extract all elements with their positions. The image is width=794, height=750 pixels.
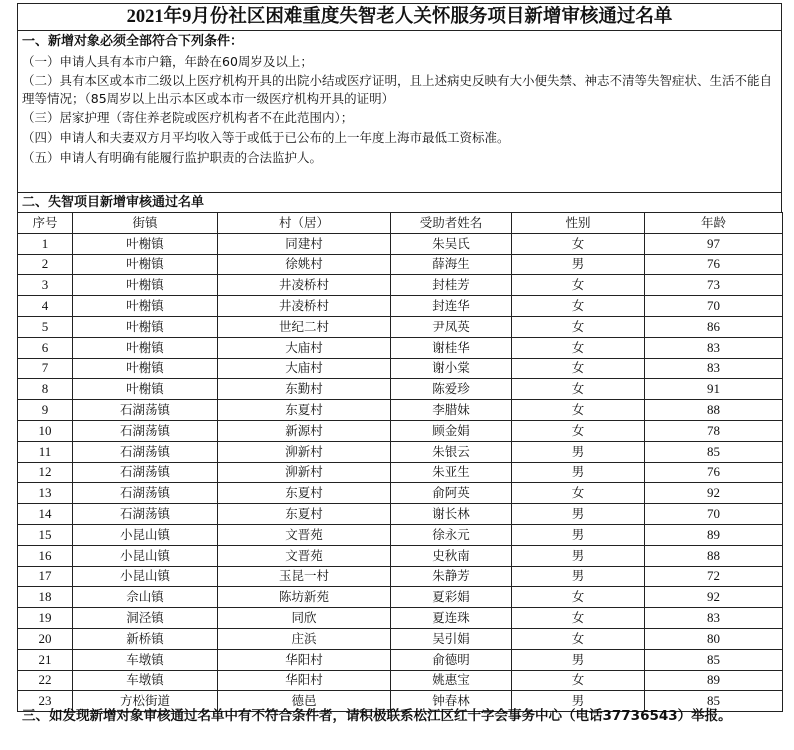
cell-age: 88 — [645, 400, 783, 421]
table-row — [18, 420, 783, 441]
cell-village: 东夏村 — [218, 483, 391, 504]
column-header-gender: 性别 — [512, 213, 645, 234]
cell-town: 新桥镇 — [73, 628, 218, 649]
cell-index: 13 — [18, 483, 73, 504]
cell-village: 东夏村 — [218, 504, 391, 525]
cell-name: 李腊妹 — [391, 400, 512, 421]
cell-village: 华阳村 — [218, 649, 391, 670]
cell-age: 76 — [645, 254, 783, 275]
cell-gender: 女 — [512, 628, 645, 649]
table-header-row — [18, 213, 783, 234]
cell-name: 谢小棠 — [391, 358, 512, 379]
cell-name: 朱吴氏 — [391, 233, 512, 254]
cell-village: 泖新村 — [218, 462, 391, 483]
cell-town: 车墩镇 — [73, 649, 218, 670]
cell-gender: 女 — [512, 275, 645, 296]
cell-gender: 男 — [512, 524, 645, 545]
cell-age: 83 — [645, 608, 783, 629]
table-row — [18, 462, 783, 483]
table-row — [18, 233, 783, 254]
cell-age: 76 — [645, 462, 783, 483]
cell-index: 18 — [18, 587, 73, 608]
cell-age: 92 — [645, 483, 783, 504]
cell-age: 83 — [645, 358, 783, 379]
cell-gender: 男 — [512, 691, 645, 712]
page-title: 2021年9月份社区困难重度失智老人关怀服务项目新增审核通过名单 — [17, 3, 782, 31]
cell-village: 文晋苑 — [218, 524, 391, 545]
cell-age: 86 — [645, 316, 783, 337]
cell-age: 97 — [645, 233, 783, 254]
cell-village: 井凌桥村 — [218, 296, 391, 317]
cell-village: 德邑 — [218, 691, 391, 712]
cell-gender: 女 — [512, 483, 645, 504]
cell-town: 石湖荡镇 — [73, 483, 218, 504]
cell-village: 东勤村 — [218, 379, 391, 400]
cell-town: 车墩镇 — [73, 670, 218, 691]
cell-gender: 女 — [512, 608, 645, 629]
table-row — [18, 358, 783, 379]
cell-index: 5 — [18, 316, 73, 337]
cell-name: 夏连珠 — [391, 608, 512, 629]
cell-town: 小昆山镇 — [73, 524, 218, 545]
cell-age: 92 — [645, 587, 783, 608]
cell-town: 叶榭镇 — [73, 379, 218, 400]
cell-age: 72 — [645, 566, 783, 587]
cell-town: 叶榭镇 — [73, 358, 218, 379]
cell-name: 顾金娟 — [391, 420, 512, 441]
cell-name: 俞阿英 — [391, 483, 512, 504]
cell-index: 21 — [18, 649, 73, 670]
criteria-item-5: （五）申请人有明确有能履行监护职责的合法监护人。 — [22, 150, 323, 165]
criteria-heading: 一、新增对象必须全部符合下列条件： — [22, 34, 244, 49]
cell-village: 徐姚村 — [218, 254, 391, 275]
cell-name: 朱亚生 — [391, 462, 512, 483]
cell-town: 小昆山镇 — [73, 545, 218, 566]
table-row — [18, 379, 783, 400]
cell-gender: 女 — [512, 337, 645, 358]
table-row — [18, 504, 783, 525]
cell-index: 10 — [18, 420, 73, 441]
cell-town: 叶榭镇 — [73, 254, 218, 275]
cell-town: 小昆山镇 — [73, 566, 218, 587]
cell-gender: 男 — [512, 649, 645, 670]
cell-index: 15 — [18, 524, 73, 545]
table-row — [18, 524, 783, 545]
cell-village: 庄浜 — [218, 628, 391, 649]
cell-name: 钟春林 — [391, 691, 512, 712]
criteria-item-1: （一）申请人具有本市户籍，年龄在60周岁及以上； — [22, 54, 313, 69]
cell-index: 12 — [18, 462, 73, 483]
criteria-item-4: （四）申请人和夫妻双方月平均收入等于或低于已公布的上一年度上海市最低工资标准。 — [22, 130, 510, 145]
cell-town: 石湖荡镇 — [73, 420, 218, 441]
cell-gender: 男 — [512, 462, 645, 483]
cell-gender: 男 — [512, 254, 645, 275]
cell-index: 11 — [18, 441, 73, 462]
cell-index: 7 — [18, 358, 73, 379]
criteria-item-3: （三）居家护理（寄住养老院或医疗机构者不在此范围内）； — [22, 110, 354, 125]
table-row — [18, 545, 783, 566]
table-row — [18, 400, 783, 421]
cell-town: 佘山镇 — [73, 587, 218, 608]
column-header-town: 街镇 — [73, 213, 218, 234]
column-header-age: 年龄 — [645, 213, 783, 234]
cell-village: 文晋苑 — [218, 545, 391, 566]
column-header-village: 村（居） — [218, 213, 391, 234]
cell-name: 谢桂华 — [391, 337, 512, 358]
approved-list-heading: 二、失智项目新增审核通过名单 — [17, 193, 782, 212]
column-header-name: 受助者姓名 — [391, 213, 512, 234]
cell-name: 夏彩娟 — [391, 587, 512, 608]
cell-town: 石湖荡镇 — [73, 504, 218, 525]
cell-village: 泖新村 — [218, 441, 391, 462]
cell-name: 姚惠宝 — [391, 670, 512, 691]
table-row — [18, 296, 783, 317]
cell-age: 73 — [645, 275, 783, 296]
cell-gender: 男 — [512, 504, 645, 525]
table-row — [18, 566, 783, 587]
table-row — [18, 441, 783, 462]
table-row — [18, 337, 783, 358]
cell-town: 石湖荡镇 — [73, 400, 218, 421]
cell-age: 85 — [645, 441, 783, 462]
cell-name: 封连华 — [391, 296, 512, 317]
cell-index: 22 — [18, 670, 73, 691]
cell-town: 方松街道 — [73, 691, 218, 712]
table-row — [18, 670, 783, 691]
cell-index: 20 — [18, 628, 73, 649]
cell-index: 3 — [18, 275, 73, 296]
cell-gender: 女 — [512, 316, 645, 337]
cell-age: 89 — [645, 524, 783, 545]
cell-index: 17 — [18, 566, 73, 587]
cell-name: 尹凤英 — [391, 316, 512, 337]
cell-gender: 女 — [512, 670, 645, 691]
cell-index: 8 — [18, 379, 73, 400]
cell-name: 朱银云 — [391, 441, 512, 462]
cell-index: 6 — [18, 337, 73, 358]
cell-index: 14 — [18, 504, 73, 525]
cell-age: 78 — [645, 420, 783, 441]
cell-town: 石湖荡镇 — [73, 462, 218, 483]
cell-index: 16 — [18, 545, 73, 566]
cell-village: 大庙村 — [218, 337, 391, 358]
table-row — [18, 628, 783, 649]
document-sheet — [17, 3, 782, 712]
column-header-index: 序号 — [18, 213, 73, 234]
cell-index: 19 — [18, 608, 73, 629]
cell-gender: 女 — [512, 379, 645, 400]
cell-gender: 女 — [512, 358, 645, 379]
cell-index: 23 — [18, 691, 73, 712]
cell-gender: 女 — [512, 296, 645, 317]
cell-village: 华阳村 — [218, 670, 391, 691]
cell-name: 史秋南 — [391, 545, 512, 566]
cell-town: 叶榭镇 — [73, 337, 218, 358]
table-row — [18, 587, 783, 608]
cell-village: 大庙村 — [218, 358, 391, 379]
cell-town: 石湖荡镇 — [73, 441, 218, 462]
cell-name: 陈爱珍 — [391, 379, 512, 400]
cell-index: 2 — [18, 254, 73, 275]
cell-gender: 男 — [512, 545, 645, 566]
table-row — [18, 275, 783, 296]
cell-gender: 女 — [512, 420, 645, 441]
cell-town: 叶榭镇 — [73, 275, 218, 296]
cell-age: 85 — [645, 649, 783, 670]
cell-index: 4 — [18, 296, 73, 317]
cell-age: 80 — [645, 628, 783, 649]
cell-village: 新源村 — [218, 420, 391, 441]
cell-age: 89 — [645, 670, 783, 691]
table-row — [18, 649, 783, 670]
cell-age: 70 — [645, 504, 783, 525]
table-row — [18, 254, 783, 275]
cell-name: 朱静芳 — [391, 566, 512, 587]
cell-gender: 女 — [512, 587, 645, 608]
cell-gender: 女 — [512, 233, 645, 254]
cell-age: 88 — [645, 545, 783, 566]
criteria-item-2: （二）具有本区或本市二级以上医疗机构开具的出院小结或医疗证明，且上述病史反映有大小便失禁、神志不清等失智症状、生活不能自理等情况；（85周岁以上出示本区或本市一级医疗机构开具的证明） — [22, 73, 773, 106]
cell-name: 谢长林 — [391, 504, 512, 525]
cell-gender: 女 — [512, 400, 645, 421]
table-row — [18, 316, 783, 337]
cell-age: 70 — [645, 296, 783, 317]
cell-village: 世纪二村 — [218, 316, 391, 337]
cell-name: 俞德明 — [391, 649, 512, 670]
cell-village: 同欣 — [218, 608, 391, 629]
cell-town: 叶榭镇 — [73, 296, 218, 317]
cell-gender: 男 — [512, 441, 645, 462]
cell-village: 井凌桥村 — [218, 275, 391, 296]
table-row — [18, 483, 783, 504]
cell-town: 叶榭镇 — [73, 316, 218, 337]
cell-village: 陈坊新苑 — [218, 587, 391, 608]
cell-village: 同建村 — [218, 233, 391, 254]
cell-town: 叶榭镇 — [73, 233, 218, 254]
cell-name: 徐永元 — [391, 524, 512, 545]
cell-index: 1 — [18, 233, 73, 254]
cell-name: 封桂芳 — [391, 275, 512, 296]
cell-age: 91 — [645, 379, 783, 400]
cell-age: 83 — [645, 337, 783, 358]
cell-village: 东夏村 — [218, 400, 391, 421]
cell-age: 85 — [645, 691, 783, 712]
cell-name: 吴引娟 — [391, 628, 512, 649]
approved-list-table — [17, 212, 783, 712]
cell-name: 薛海生 — [391, 254, 512, 275]
criteria-section — [17, 31, 782, 193]
report-contact-note: 三、如发现新增对象审核通过名单中有不符合条件者，请积极联系松江区红十字会事务中心（电话37736543）举报。 — [22, 708, 732, 724]
cell-village: 玉昆一村 — [218, 566, 391, 587]
cell-index: 9 — [18, 400, 73, 421]
table-row — [18, 608, 783, 629]
cell-gender: 男 — [512, 566, 645, 587]
cell-town: 洞泾镇 — [73, 608, 218, 629]
